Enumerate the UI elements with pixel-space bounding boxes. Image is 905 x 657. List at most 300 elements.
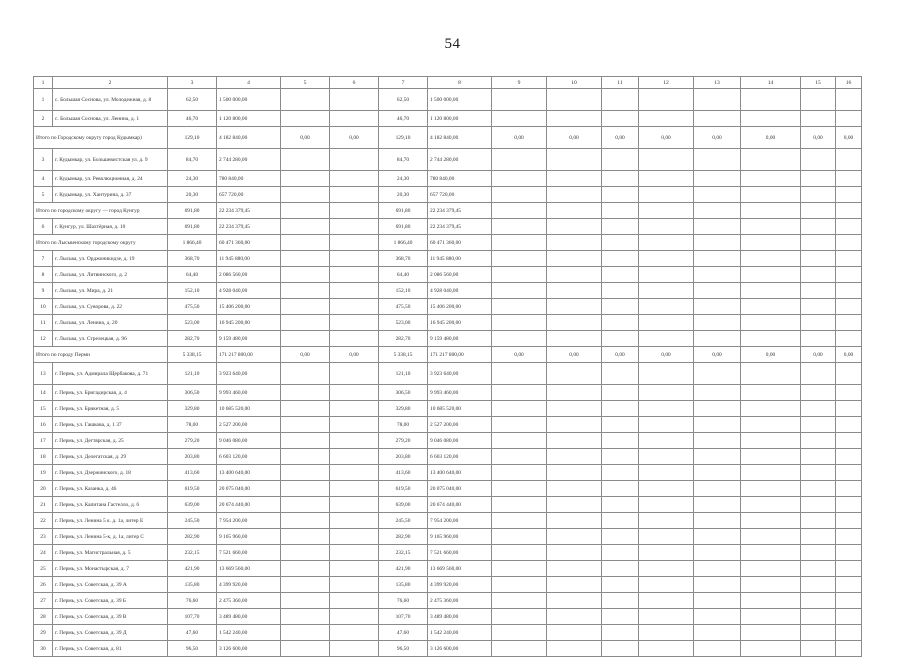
extra-cell [639,171,694,187]
row-number: 16 [34,417,53,433]
extra-cell [801,529,836,545]
extra-cell [639,561,694,577]
cost2-cell: 20 674 440,00 [428,497,492,513]
table-row [34,111,862,127]
extra-cell [694,513,741,529]
area-cell: 413,60 [168,465,217,481]
header-cell: 9 [492,77,547,89]
cost2-cell: 15 406 200,00 [428,299,492,315]
col5-cell [281,641,330,657]
extra-cell [741,641,801,657]
header-cell: 5 [281,77,330,89]
extra-cell [801,267,836,283]
extra-cell [492,111,547,127]
cost2-cell: 9 165 960,00 [428,529,492,545]
extra-cell [801,315,836,331]
col6-cell [330,593,379,609]
row-number: 29 [34,625,53,641]
extra-cell [836,513,862,529]
extra-cell [741,331,801,347]
extra-cell [741,203,801,219]
extra-cell [741,465,801,481]
extra-cell [492,577,547,593]
extra-cell [639,513,694,529]
extra-cell [639,545,694,561]
extra-cell [492,545,547,561]
cost-cell: 15 406 200,00 [217,299,281,315]
col6-cell [330,561,379,577]
extra-cell [639,449,694,465]
cost2-cell: 22 234 379,45 [428,219,492,235]
area2-cell: 76,60 [379,593,428,609]
extra-cell [639,417,694,433]
extra-cell [492,251,547,267]
extra-cell [492,609,547,625]
extra-cell [492,299,547,315]
extra-cell [602,187,639,203]
extra-cell [639,235,694,251]
address-cell: г. Пермь, ул. Адмирала Щербакова, д. 71 [53,363,168,385]
table-row [34,331,862,347]
row-number: 9 [34,283,53,299]
table-row [34,417,862,433]
extra-cell [836,641,862,657]
row-number: 30 [34,641,53,657]
area2-cell: 691,80 [379,203,428,219]
address-cell: г. Пермь, ул. Бригадирская, д. 4 [53,385,168,401]
col6-cell [330,385,379,401]
row-number: 5 [34,187,53,203]
col5-cell [281,385,330,401]
extra-cell [741,625,801,641]
area2-cell: 64,40 [379,267,428,283]
extra-cell [547,149,602,171]
extra-cell [741,449,801,465]
col5-cell [281,251,330,267]
extra-cell [801,577,836,593]
area2-cell: 78,00 [379,417,428,433]
extra-cell [801,625,836,641]
area-cell: 96,50 [168,641,217,657]
area-cell: 421,90 [168,561,217,577]
col5-cell [281,513,330,529]
extra-cell [602,401,639,417]
table-row [34,171,862,187]
cost2-cell: 13 669 560,00 [428,561,492,577]
table-row [34,481,862,497]
address-cell: г. Лысьва, ул. Орджоникидзе, д. 19 [53,251,168,267]
extra-cell [547,545,602,561]
cost2-cell: 2 527 200,00 [428,417,492,433]
cost-cell: 16 945 200,00 [217,315,281,331]
area-cell: 47,60 [168,625,217,641]
extra-cell: 0,00 [741,127,801,149]
row-number: 26 [34,577,53,593]
extra-cell [492,417,547,433]
extra-cell [801,111,836,127]
extra-cell [694,363,741,385]
area-cell: 245,50 [168,513,217,529]
extra-cell [801,609,836,625]
address-cell: г. Лысьва, ул. Ленина, д. 20 [53,315,168,331]
address-cell: г. Пермь, ул. Советская, д. 39 Д [53,625,168,641]
extra-cell [547,641,602,657]
col6-cell [330,465,379,481]
table-row [34,561,862,577]
col5-cell [281,89,330,111]
col5-cell [281,417,330,433]
area2-cell: 413,60 [379,465,428,481]
area-cell: 639,00 [168,497,217,513]
cost-cell: 9 046 080,00 [217,433,281,449]
extra-cell [741,385,801,401]
cost2-cell: 171 217 800,00 [428,347,492,363]
col5-cell [281,577,330,593]
extra-cell [741,497,801,513]
extra-cell [741,235,801,251]
row-number: 28 [34,609,53,625]
extra-cell: 0,00 [547,347,602,363]
cost-cell: 1 542 240,00 [217,625,281,641]
extra-cell [639,433,694,449]
cost2-cell: 2 475 360,00 [428,593,492,609]
col5-cell [281,187,330,203]
extra-cell [741,529,801,545]
cost2-cell: 10 685 520,00 [428,401,492,417]
extra-cell [836,593,862,609]
table-row [34,529,862,545]
col5-cell [281,433,330,449]
extra-cell [694,203,741,219]
address-cell: г. Кудымкар, ул. Хантурина, д. 37 [53,187,168,203]
extra-cell [547,283,602,299]
area2-cell: 47,60 [379,625,428,641]
extra-cell [694,433,741,449]
extra-cell [694,235,741,251]
area2-cell: 62,50 [379,89,428,111]
area2-cell: 84,70 [379,149,428,171]
extra-cell: 0,00 [836,127,862,149]
col5-cell [281,203,330,219]
extra-cell [801,219,836,235]
extra-cell [492,171,547,187]
extra-cell [547,331,602,347]
extra-cell [694,529,741,545]
address-cell: г. Пермь, ул. Брикетная, д. 5 [53,401,168,417]
extra-cell [492,219,547,235]
extra-cell [694,625,741,641]
extra-cell [741,299,801,315]
row-number: 15 [34,401,53,417]
area2-cell: 329,80 [379,401,428,417]
extra-cell [547,315,602,331]
col5-cell [281,149,330,171]
extra-cell [694,401,741,417]
table-row [34,363,862,385]
header-cell: 6 [330,77,379,89]
extra-cell [801,89,836,111]
col5-cell [281,481,330,497]
area2-cell: 121,10 [379,363,428,385]
extra-cell [639,111,694,127]
cost2-cell: 9 159 480,00 [428,331,492,347]
extra-cell [741,609,801,625]
col5-cell [281,235,330,251]
area-cell: 76,60 [168,593,217,609]
extra-cell [492,89,547,111]
address-cell: г. Пермь, ул. Гашкова, д. 1 37 [53,417,168,433]
extra-cell [801,561,836,577]
area-cell: 1 866,40 [168,235,217,251]
cost2-cell: 3 923 640,00 [428,363,492,385]
extra-cell [836,545,862,561]
total-label: Итого по Городскому округу город Кудымкар) [34,127,168,149]
extra-cell [694,417,741,433]
header-cell: 3 [168,77,217,89]
col6-cell [330,283,379,299]
extra-cell [639,529,694,545]
total-label: Итого по городскому округу — город Кунгур [34,203,168,219]
area2-cell: 5 338,15 [379,347,428,363]
extra-cell [694,267,741,283]
extra-cell [639,267,694,283]
extra-cell [547,433,602,449]
extra-cell [836,331,862,347]
col6-cell [330,251,379,267]
table-row [34,449,862,465]
extra-cell [602,219,639,235]
area-cell: 152,10 [168,283,217,299]
address-cell: г. Пермь, ул. Советская, д. 39 А [53,577,168,593]
area2-cell: 306,50 [379,385,428,401]
cost-cell: 1 500 000,00 [217,89,281,111]
extra-cell [602,545,639,561]
table-row [34,593,862,609]
area2-cell: 639,00 [379,497,428,513]
extra-cell [836,385,862,401]
extra-cell [741,561,801,577]
address-cell: с. Большая Сосновa, ул. Молодежная, д. 8 [53,89,168,111]
extra-cell [741,315,801,331]
col6-cell [330,401,379,417]
extra-cell [639,625,694,641]
extra-cell [694,219,741,235]
table-row [34,385,862,401]
extra-cell [801,299,836,315]
address-cell: г. Пермь, ул. Дзержинского, д. 18 [53,465,168,481]
cost-cell: 13 400 640,00 [217,465,281,481]
extra-cell [492,363,547,385]
area-cell: 129,10 [168,127,217,149]
extra-cell [836,267,862,283]
row-number: 3 [34,149,53,171]
table-row [34,497,862,513]
extra-cell [547,481,602,497]
col5-cell [281,171,330,187]
cost2-cell: 7 954 200,00 [428,513,492,529]
area2-cell: 523,00 [379,315,428,331]
area-cell: 523,00 [168,315,217,331]
extra-cell: 0,00 [801,347,836,363]
extra-cell [547,89,602,111]
row-number: 1 [34,89,53,111]
table-row [34,513,862,529]
cost2-cell: 16 945 200,00 [428,315,492,331]
cost-cell: 657 720,00 [217,187,281,203]
area-cell: 691,80 [168,219,217,235]
cost2-cell: 2 086 560,00 [428,267,492,283]
col6-cell: 0,00 [330,347,379,363]
extra-cell [741,171,801,187]
table-row [34,577,862,593]
extra-cell [639,187,694,203]
extra-cell [547,449,602,465]
col5-cell: 0,00 [281,127,330,149]
area2-cell: 46,70 [379,111,428,127]
extra-cell [801,449,836,465]
extra-cell [836,609,862,625]
area2-cell: 203,80 [379,449,428,465]
col6-cell [330,577,379,593]
extra-cell: 0,00 [639,127,694,149]
extra-cell [801,417,836,433]
table-row [34,283,862,299]
address-cell: г. Лысьва, ул. Суворова, д. 22 [53,299,168,315]
col6-cell [330,315,379,331]
extra-cell [801,363,836,385]
extra-cell [602,283,639,299]
cost-cell: 20 674 440,00 [217,497,281,513]
extra-cell [639,149,694,171]
extra-cell [639,385,694,401]
header-cell: 2 [53,77,168,89]
header-cell: 7 [379,77,428,89]
extra-cell [836,417,862,433]
extra-cell [639,577,694,593]
address-cell: г. Пермь, ул. Капитана Гастелло, д. 6 [53,497,168,513]
extra-cell [694,481,741,497]
extra-cell [694,385,741,401]
extra-cell [836,187,862,203]
table-row [34,315,862,331]
cost-cell: 1 120 800,00 [217,111,281,127]
extra-cell [741,481,801,497]
extra-cell [801,641,836,657]
col6-cell [330,331,379,347]
cost-cell: 2 527 200,00 [217,417,281,433]
extra-cell [694,171,741,187]
cost2-cell: 7 521 660,00 [428,545,492,561]
extra-cell [547,267,602,283]
total-label: Итого по городу Перми [34,347,168,363]
area-cell: 46,70 [168,111,217,127]
area-cell: 232,15 [168,545,217,561]
area2-cell: 368,70 [379,251,428,267]
extra-cell [801,203,836,219]
col6-cell [330,529,379,545]
extra-cell [741,577,801,593]
extra-cell [741,219,801,235]
extra-cell [492,149,547,171]
header-cell: 8 [428,77,492,89]
row-number: 6 [34,219,53,235]
extra-cell [639,593,694,609]
col5-cell [281,609,330,625]
row-number: 17 [34,433,53,449]
extra-cell [547,529,602,545]
cost-cell: 7 521 660,00 [217,545,281,561]
extra-cell [639,251,694,267]
extra-cell [741,89,801,111]
cost2-cell: 3 489 480,00 [428,609,492,625]
extra-cell [694,283,741,299]
table-row [34,187,862,203]
extra-cell [547,363,602,385]
extra-cell [492,497,547,513]
row-number: 10 [34,299,53,315]
extra-cell [639,315,694,331]
extra-cell [492,465,547,481]
cost2-cell: 4 182 840,00 [428,127,492,149]
cost2-cell: 9 046 080,00 [428,433,492,449]
address-cell: г. Пермь, ул. Ленина 5-к, д. 1а, литер С [53,529,168,545]
cost-cell: 22 234 379,45 [217,219,281,235]
area-cell: 78,00 [168,417,217,433]
area2-cell: 129,10 [379,127,428,149]
row-number: 2 [34,111,53,127]
area2-cell: 282,90 [379,529,428,545]
extra-cell [801,401,836,417]
extra-cell [836,465,862,481]
extra-cell [547,513,602,529]
extra-cell [836,529,862,545]
extra-cell [639,465,694,481]
extra-cell [492,187,547,203]
extra-cell [547,219,602,235]
extra-cell [547,171,602,187]
col5-cell: 0,00 [281,347,330,363]
col6-cell [330,363,379,385]
row-number: 14 [34,385,53,401]
cost2-cell: 60 471 360,00 [428,235,492,251]
cost-cell: 9 993 460,00 [217,385,281,401]
extra-cell [547,561,602,577]
extra-cell [741,149,801,171]
cost2-cell: 20 075 040,00 [428,481,492,497]
address-cell: г. Пермь, ул. Казанка, д. 46 [53,481,168,497]
extra-cell [801,331,836,347]
cost2-cell: 657 720,00 [428,187,492,203]
extra-cell [741,187,801,203]
address-cell: г. Кудымкар, ул. Большевистская ул. д. 9 [53,149,168,171]
extra-cell [602,609,639,625]
extra-cell [547,385,602,401]
extra-cell [547,251,602,267]
cost-cell: 7 954 200,00 [217,513,281,529]
col6-cell [330,545,379,561]
col6-cell [330,267,379,283]
extra-cell [801,251,836,267]
extra-cell [836,203,862,219]
col6-cell [330,111,379,127]
cost2-cell: 780 840,00 [428,171,492,187]
table-row [34,609,862,625]
extra-cell: 0,00 [801,127,836,149]
extra-cell: 0,00 [492,127,547,149]
col6-cell [330,187,379,203]
table-row [34,433,862,449]
extra-cell [694,545,741,561]
